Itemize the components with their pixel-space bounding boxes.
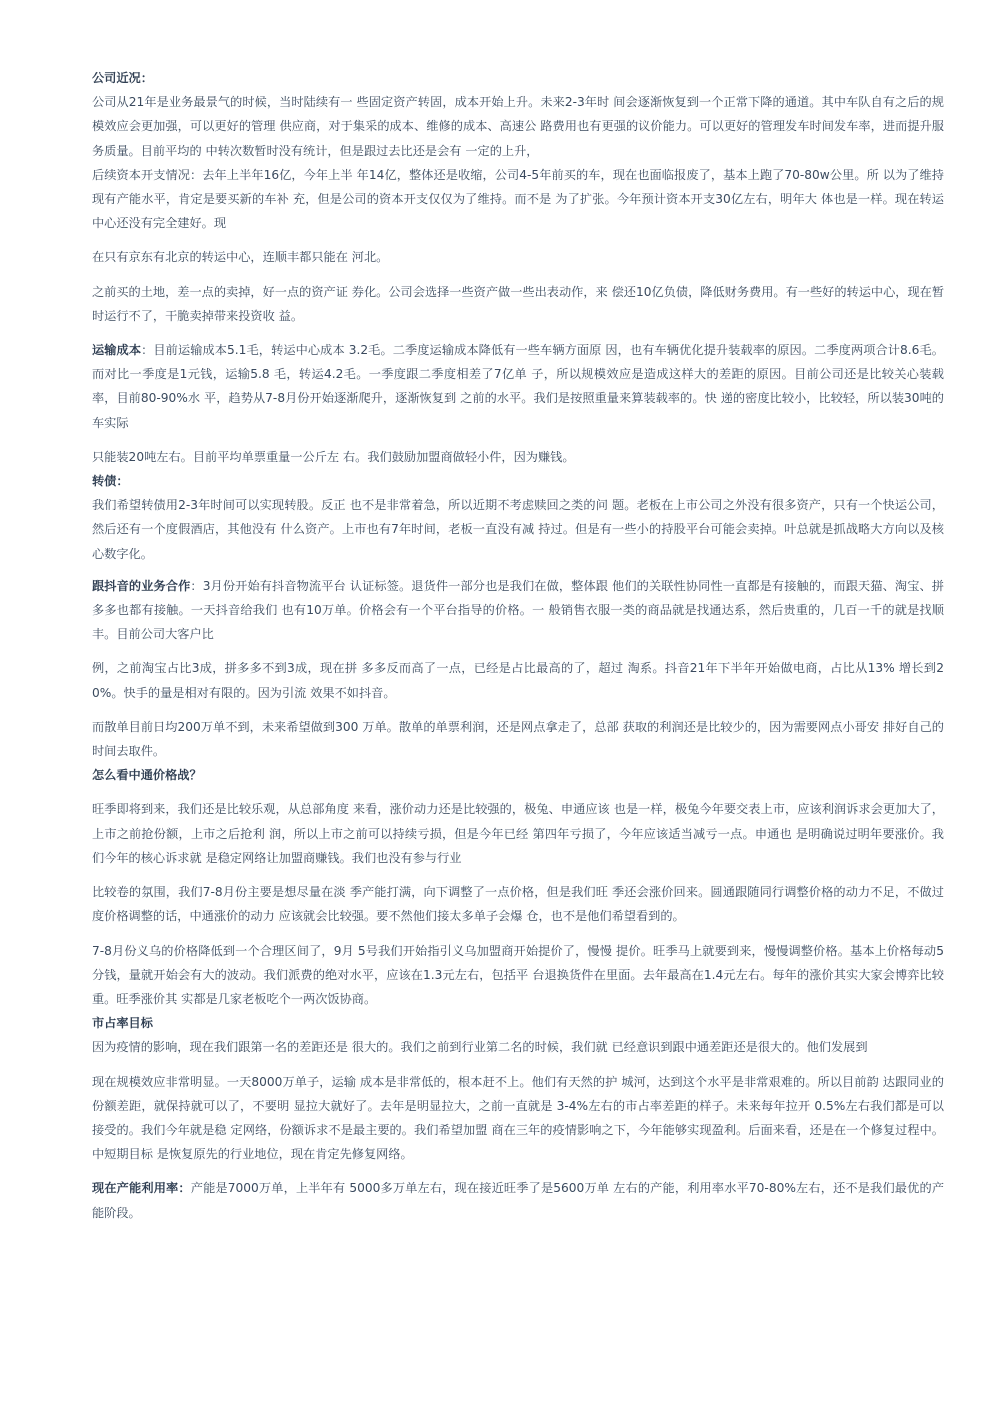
capacity-utilization-text: 产能是7000万单，上半年有 5000多万单左右，现在接近旺季了是5600万单 左右的产能，利用率水平70-80%左右，还不是我们最优的产能阶段。 — [92, 1181, 945, 1220]
transport-cost-label: 运输成本 — [92, 343, 142, 358]
douyin-cooperation-label: 跟抖音的业务合作 — [92, 578, 191, 593]
douyin-cooperation-text: ：3月份开始有抖音物流平台 认证标签。退货件一部分也是我们在做，整体跟 他们的关联性协同性一直都是有接触的，而跟天猫、淘宝、拼多多也都有接触。一天抖音给我们 也有10万单。价格会有一个平台指导的价格。一 般销售衣服一类的商品就是找通达系，然后贵重的，几百一千的就是找顺丰。目前公司大客户比 — [92, 578, 944, 642]
transport-cost-paragraph-2: 只能装20吨左右。目前平均单票重量一公斤左 右。我们鼓励加盟商做轻小件，因为赚钱。 — [92, 449, 575, 464]
capacity-utilization-paragraph — [92, 1176, 944, 1224]
zto-paragraph-3: 7-8月份义乌的价格降低到一个合理区间了，9月 5号我们开始指引义乌加盟商开始提价了，慢慢 提价。旺季马上就要到来，慢慢调整价格。基本上价格每动5分钱，量就开始会有大的波动。我们派费的绝对水平，应该在1.3元左右，包括平 台退换货件在里面。去年最高在1.4元左右。每年的涨价其实大家会博弈比较重。旺季涨价其 实都是几家老板吃个一两次饭协商。 — [92, 943, 944, 1006]
douyin-cooperation-paragraph — [92, 574, 944, 647]
company-paragraph-3: 在只有京东有北京的转运中心，连顺丰都只能在 河北。 — [92, 250, 389, 265]
section-heading-convertible-bond: 转债： — [92, 474, 129, 489]
transport-cost-text: ：目前运输成本5.1毛，转运中心成本 3.2毛。二季度运输成本降低有一些车辆方面原 因，也有车辆优化提升装载率的原因。二季度两项合计8.6毛。而对比一季度是1元钱，运输5.8 毛，转运4.2毛。一季度跟二季度相差了7亿单 子，所以规模效应是造成这样大的差距的原因。目前公司还是比较关心装载率，目前80-90%水 平，趋势从7-8月份开始逐渐爬升，逐渐恢复到 之前的水平。我们是按照重量来算装载率的。快 递的密度比较小，比较轻，所以装30吨的车实际 — [92, 343, 944, 430]
zto-paragraph-1: 旺季即将到来，我们还是比较乐观，从总部角度 来看，涨价动力还是比较强的，极兔、申通应该 也是一样，极兔今年要交表上市，应该利润诉求会更加大了，上市之前抢份额，上市之后抢利 润，所以上市之前可以持续亏损，但是今年已经 第四年亏损了，今年应该适当减亏一点。申通也 是明确说过明年要涨价。我们今年的核心诉求就 是稳定网络让加盟商赚钱。我们也没有参与行业 — [92, 802, 944, 865]
zto-paragraph-2: 比较卷的氛围，我们7-8月份主要是想尽量在淡 季产能打满，向下调整了一点价格，但是我们旺 季还会涨价回来。圆通跟随同行调整价格的动力不足，不做过度价格调整的话，中通涨价的动力 应该就会比较强。要不然他们接太多单子会爆 仓，也不是他们希望看到的。 — [92, 885, 944, 924]
company-paragraph-1: 公司从21年是业务最景气的时候，当时陆续有一 些固定资产转固，成本开始上升。未来2-3年时 间会逐渐恢复到一个正常下降的通道。其中车队自有之后的规模效应会更加强，可以更好的管理 供应商，对于集采的成本、维修的成本、高速公 路费用也有更强的议价能力。可以更好的管理发车时间发车率，进而提升服务质量。目前平均的 中转次数暂时没有统计，但是跟过去比还是会有 一定的上升， — [92, 95, 944, 158]
market-share-paragraph-2: 现在规模效应非常明显。一天8000万单子，运输 成本是非常低的，根本赶不上。他们有天然的护 城河，达到这个水平是非常艰难的。所以目前韵 达跟同业的份额差距，就保持就可以了，不要明 显拉大就好了。去年是明显拉大，之前一直就是 3-4%左右的市占率差距的样子。未来每年拉开 0.5%左右我们都是可以接受的。我们今年就是稳 定网络，份额诉求不是最主要的。我们希望加盟 商在三年的疫情影响之下，今年能够实现盈利。后面来看，还是在一个修复过程中。中短期目标 是恢复原先的行业地位，现在肯定先修复网络。 — [92, 1074, 944, 1162]
transport-cost-paragraph — [92, 338, 944, 435]
company-paragraph-2: 后续资本开支情况：去年上半年16亿，今年上半 年14亿，整体还是收缩，公司4-5年前买的车，现在也面临报废了，基本上跑了70-80w公里。所 以为了维持现有产能水平，肯定是要买新的车补 充，但是公司的资本开支仅仅为了维持。而不是 为了扩张。今年预计资本开支30亿左右，明年大 体也是一样。现在转运中心还没有完全建好。现 — [92, 167, 944, 231]
section-heading-zto-price-war: 怎么看中通价格战？ — [92, 768, 202, 783]
document-body — [92, 66, 944, 1225]
section-heading-company-status: 公司近况： — [92, 71, 153, 85]
capacity-utilization-label: 现在产能利用率： — [92, 1181, 191, 1196]
convertible-bond-paragraph: 我们希望转债用2-3年时间可以实现转股。反正 也不是非常着急，所以近期不考虑赎回之类的问 题。老板在上市公司之外没有很多资产，只有一个快运公司，然后还有一个度假酒店，其他没有 什么资产。上市也有7年时间，老板一直没有减 持过。但是有一些小的持股平台可能会卖掉。叶总就是抓战略大方向以及核心数字化。 — [92, 498, 944, 561]
market-share-paragraph-1: 因为疫情的影响，现在我们跟第一名的差距还是 很大的。我们之前到行业第二名的时候，我们就 已经意识到跟中通差距还是很大的。他们发展到 — [92, 1040, 868, 1055]
company-paragraph-4: 之前买的土地，差一点的卖掉，好一点的资产证 券化。公司会选择一些资产做一些出表动作，来 偿还10亿负债，降低财务费用。有一些好的转运中心，现在暂时运行不了，干脆卖掉带来投资收 益。 — [92, 284, 945, 323]
douyin-paragraph-3: 而散单目前日均200万单不到，未来希望做到300 万单。散单的单票利润，还是网点拿走了，总部 获取的利润还是比较少的，因为需要网点小哥安 排好自己的时间去取件。 — [92, 719, 944, 759]
section-heading-market-share-target: 市占率目标 — [92, 1016, 153, 1031]
douyin-paragraph-2: 例，之前淘宝占比3成，拼多多不到3成，现在拼 多多反而高了一点，已经是占比最高的了，超过 淘系。抖音21年下半年开始做电商，占比从13% 增长到20%。快手的量是相对有限的。因为引流 效果不如抖音。 — [92, 661, 944, 700]
